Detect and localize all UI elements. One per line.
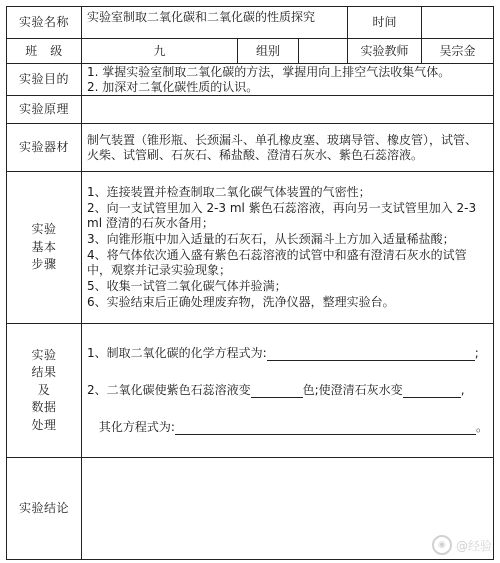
teacher-value: 吴宗金 xyxy=(422,39,494,64)
row-steps xyxy=(7,172,494,324)
steps-list xyxy=(82,172,494,324)
purpose-content xyxy=(82,64,494,96)
q3-text: 其化方程式为: xyxy=(98,420,175,434)
watermark-text: @经验 xyxy=(455,538,492,553)
experiment-name-label: 实验名称 xyxy=(7,7,82,39)
q2-text-b: 色;使澄清石灰水变 xyxy=(302,383,403,397)
row-conclusion xyxy=(7,458,494,560)
result-question-2 xyxy=(87,383,488,398)
group-label: 组别 xyxy=(238,39,299,64)
q3-end: 。 xyxy=(476,420,489,434)
lab-report-table xyxy=(6,6,494,560)
time-label: 时间 xyxy=(348,7,422,39)
class-value: 九 xyxy=(82,39,238,64)
steps-label-line: 步骤 xyxy=(31,257,57,272)
step-item: 3、向锥形瓶中加入适量的石灰石，从长颈漏斗上方加入适量稀盐酸； xyxy=(87,232,455,246)
conclusion-label: 实验结论 xyxy=(7,458,82,560)
row-principle xyxy=(7,96,494,124)
step-item: 5、收集一试管二氧化碳气体并验满； xyxy=(87,279,287,293)
steps-label-line: 实验 xyxy=(31,222,57,237)
step-item: 2、向一支试管里加入 2-3 ml 紫色石蕊溶液，再向另一支试管里加入 2-3 ml 澄清的石灰水备用； xyxy=(87,201,477,230)
class-label: 班 级 xyxy=(7,39,82,64)
purpose-label: 实验目的 xyxy=(7,64,82,96)
results-label-line: 及 xyxy=(37,382,51,397)
step-item: 4、将气体依次通入盛有紫色石蕊溶液的试管中和盛有澄清石灰水的试管中，观察并记录实验现象； xyxy=(87,248,467,277)
q2-limewater-blank[interactable] xyxy=(403,385,461,398)
row-purpose xyxy=(7,64,494,96)
results-label-line: 数据 xyxy=(31,400,57,415)
step-item: 1、连接装置并检查制取二氧化碳气体装置的气密性； xyxy=(87,185,371,199)
result-question-3 xyxy=(87,420,488,435)
results-content xyxy=(82,324,494,458)
result-question-1 xyxy=(87,346,488,361)
principle-value[interactable] xyxy=(82,96,494,124)
results-label xyxy=(7,324,82,458)
principle-label: 实验原理 xyxy=(7,96,82,124)
row-class-info xyxy=(7,39,494,64)
q2-color-blank[interactable] xyxy=(251,385,303,398)
results-label-line: 结果 xyxy=(31,365,57,380)
q1-answer-blank[interactable] xyxy=(267,348,475,361)
group-value[interactable] xyxy=(299,39,348,64)
row-equipment xyxy=(7,124,494,172)
time-value[interactable] xyxy=(422,7,494,39)
purpose-line: 2. 加深对二氧化碳性质的认识。 xyxy=(87,79,259,94)
q1-text: 1、制取二氧化碳的化学方程式为: xyxy=(87,346,267,360)
equipment-label: 实验器材 xyxy=(7,124,82,172)
row-experiment-name xyxy=(7,7,494,39)
watermark xyxy=(432,535,492,555)
results-label-line: 处理 xyxy=(31,417,57,432)
purpose-line: 1. 掌握实验室制取二氧化碳的方法，掌握用向上排空气法收集气体。 xyxy=(87,64,451,79)
results-label-line: 实验 xyxy=(31,348,57,363)
q2-end: , xyxy=(460,383,465,397)
q3-answer-blank[interactable] xyxy=(175,422,476,435)
steps-label-line: 基本 xyxy=(31,239,57,254)
row-results xyxy=(7,324,494,458)
equipment-text: 制气装置（锥形瓶、长颈漏斗、单孔橡皮塞、玻璃导管、橡皮管），试管、火柴、试管刷、石灰石、稀盐酸、澄清石灰水、紫色石蕊溶液。 xyxy=(82,124,494,172)
step-item: 6、实验结束后正确处理废弃物，洗净仪器，整理实验台。 xyxy=(87,295,395,309)
experiment-name-value: 实验室制取二氧化碳和二氧化碳的性质探究 xyxy=(82,7,348,39)
watermark-logo-icon: ◉ xyxy=(432,535,452,555)
teacher-label: 实验教师 xyxy=(348,39,422,64)
q2-text-a: 2、二氧化碳使紫色石蕊溶液变 xyxy=(87,383,251,397)
q1-end: ; xyxy=(474,346,479,360)
steps-label xyxy=(7,172,82,324)
